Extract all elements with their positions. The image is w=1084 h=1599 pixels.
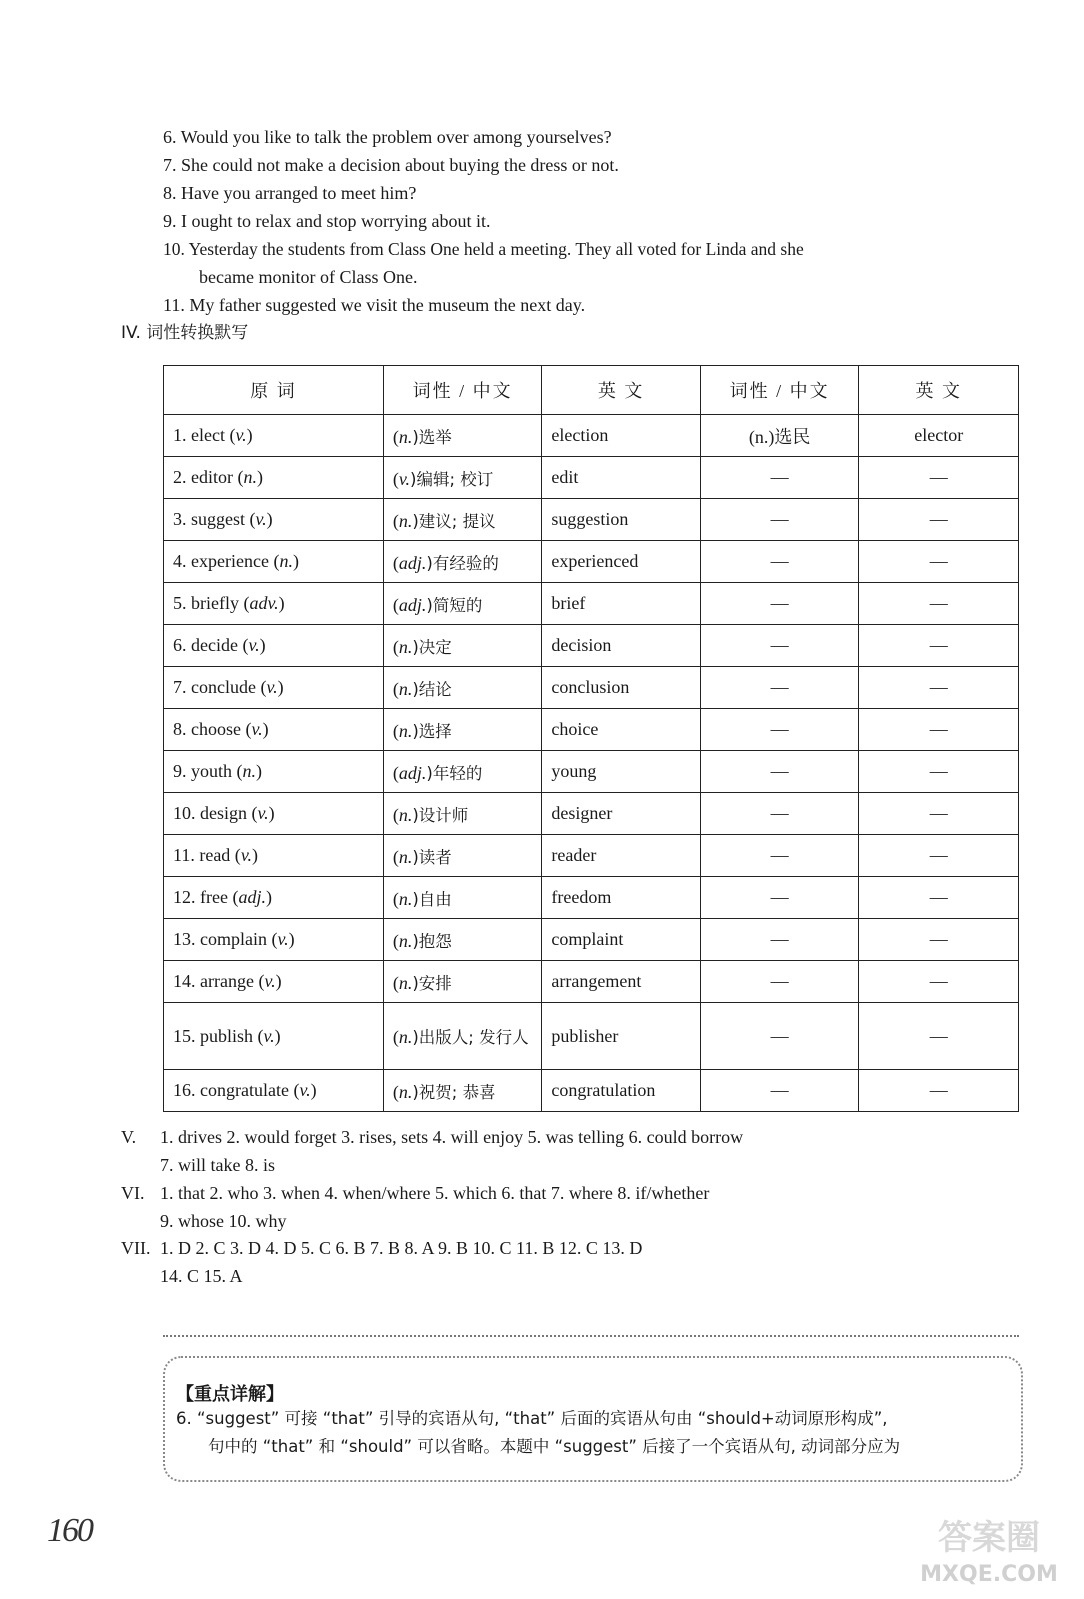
section-v-label: V. xyxy=(121,1127,137,1147)
table-row xyxy=(164,541,1019,583)
header-original-word: 原 词 xyxy=(164,366,384,415)
cell-pos-chinese xyxy=(383,961,542,1003)
derived-pos: n. xyxy=(398,804,413,825)
section-vii-answers-line2: 14. C 15. A xyxy=(160,1266,243,1286)
open-paren: ( xyxy=(392,762,399,783)
sentence-11 xyxy=(163,294,585,316)
chinese-meaning: )决定 xyxy=(412,637,452,657)
chinese-meaning: )出版人; 发行人 xyxy=(412,1028,529,1047)
cell-pos-chinese-2: — xyxy=(700,877,859,919)
table-row xyxy=(164,667,1019,709)
sentence-number: 7. xyxy=(163,155,177,175)
open-paren: ( xyxy=(392,1081,399,1102)
open-paren: ( xyxy=(392,930,399,951)
cell-english-2: — xyxy=(859,583,1019,625)
cell-pos-chinese-2: (n.)选民 xyxy=(700,415,859,457)
cell-original-word xyxy=(164,709,384,751)
close-paren: ) xyxy=(274,1025,281,1046)
close-paren: ) xyxy=(288,929,295,949)
cell-english-2: — xyxy=(859,1003,1019,1070)
cell-english: election xyxy=(542,415,701,457)
header-english-2: 英 文 xyxy=(859,366,1019,415)
cell-english-2: — xyxy=(859,793,1019,835)
sentence-text: became monitor of Class One. xyxy=(199,267,418,287)
header-pos-chinese: 词性 / 中文 xyxy=(383,366,542,415)
open-paren: ( xyxy=(392,594,399,615)
derived-pos: n. xyxy=(398,510,413,531)
sentence-8 xyxy=(163,182,416,204)
chinese-meaning: )编辑; 校订 xyxy=(410,469,494,489)
cell-pos-chinese xyxy=(383,583,542,625)
cell-pos-chinese xyxy=(383,415,542,457)
page-number: 160 xyxy=(47,1512,92,1549)
close-paren: ) xyxy=(292,551,299,571)
svg-text:答案圈: 答案圈 xyxy=(938,1518,1040,1558)
original-word-text: 5. briefly ( xyxy=(173,593,250,613)
open-paren: ( xyxy=(392,468,399,489)
cell-original-word xyxy=(164,877,384,919)
original-pos: v. xyxy=(264,971,276,991)
open-paren: ( xyxy=(392,888,399,909)
table-row xyxy=(164,709,1019,751)
cell-pos-chinese-2: — xyxy=(700,835,859,877)
table-body xyxy=(164,415,1019,1112)
cell-english: designer xyxy=(542,793,701,835)
open-paren: ( xyxy=(392,426,399,447)
sentence-number: 11. xyxy=(163,295,185,315)
cell-english-2: — xyxy=(859,1070,1019,1112)
cell-english: young xyxy=(542,751,701,793)
sentence-10-continued xyxy=(199,266,417,288)
cell-english-2: elector xyxy=(859,415,1019,457)
cell-pos-chinese xyxy=(383,751,542,793)
table-row xyxy=(164,877,1019,919)
cell-pos-chinese-2: — xyxy=(700,1070,859,1112)
cell-original-word xyxy=(164,499,384,541)
table-row xyxy=(164,835,1019,877)
original-word-text: 9. youth ( xyxy=(173,761,243,781)
section-v-answers-line1: 1. drives 2. would forget 3. rises, sets 4. will enjoy 5. was telling 6. could borrow xyxy=(160,1127,744,1147)
original-word-text: 6. decide ( xyxy=(173,635,249,655)
chinese-meaning: )读者 xyxy=(412,847,452,867)
table-row xyxy=(164,1070,1019,1112)
table-row xyxy=(164,625,1019,667)
watermark-logo xyxy=(914,1509,1064,1589)
table-row xyxy=(164,793,1019,835)
sentence-7 xyxy=(163,154,619,176)
cell-pos-chinese xyxy=(383,709,542,751)
cell-english-2: — xyxy=(859,541,1019,583)
cell-pos-chinese xyxy=(383,919,542,961)
close-paren: ) xyxy=(266,509,273,529)
derived-pos: adj. xyxy=(398,594,427,615)
table-header-row xyxy=(164,366,1019,415)
open-paren: ( xyxy=(392,636,399,657)
cell-english-2: — xyxy=(859,625,1019,667)
open-paren: ( xyxy=(392,972,399,993)
cell-english: reader xyxy=(542,835,701,877)
chinese-meaning: )建议; 提议 xyxy=(412,511,496,531)
cell-english: edit xyxy=(542,457,701,499)
close-paren: ) xyxy=(268,803,275,823)
original-pos: v. xyxy=(277,929,289,949)
cell-pos-chinese xyxy=(383,667,542,709)
original-word-text: 7. conclude ( xyxy=(173,677,267,697)
cell-english-2: — xyxy=(859,667,1019,709)
derived-pos: n. xyxy=(398,678,413,699)
section-v-answers-line2: 7. will take 8. is xyxy=(160,1155,275,1175)
cell-pos-chinese-2: — xyxy=(700,919,859,961)
chinese-meaning: )抱怨 xyxy=(412,931,452,951)
cell-english: complaint xyxy=(542,919,701,961)
open-paren: ( xyxy=(392,510,399,531)
cell-english-2: — xyxy=(859,919,1019,961)
cell-pos-chinese xyxy=(383,499,542,541)
cell-original-word xyxy=(164,961,384,1003)
cell-pos-chinese-2: — xyxy=(700,961,859,1003)
chinese-meaning: )年轻的 xyxy=(426,763,483,783)
cell-english: conclusion xyxy=(542,667,701,709)
section-vii-label: VII. xyxy=(121,1238,151,1258)
sentence-9 xyxy=(163,210,490,232)
cell-original-word xyxy=(164,793,384,835)
cell-english-2: — xyxy=(859,877,1019,919)
cell-pos-chinese-2: — xyxy=(700,1003,859,1070)
cell-original-word xyxy=(164,1003,384,1070)
cell-original-word xyxy=(164,583,384,625)
sentence-number: 6. xyxy=(163,127,177,147)
open-paren: ( xyxy=(392,846,399,867)
cell-original-word xyxy=(164,1070,384,1112)
derived-pos: n. xyxy=(398,636,413,657)
cell-pos-chinese-2: — xyxy=(700,625,859,667)
chinese-meaning: )安排 xyxy=(412,973,452,993)
table-row xyxy=(164,499,1019,541)
derived-pos: n. xyxy=(398,846,413,867)
header-pos-chinese-2: 词性 / 中文 xyxy=(700,366,859,415)
chinese-meaning: )自由 xyxy=(412,889,452,909)
cell-pos-chinese xyxy=(383,625,542,667)
original-word-text: 16. congratulate ( xyxy=(173,1080,300,1100)
derived-pos: v. xyxy=(398,468,411,489)
original-pos: n. xyxy=(279,551,293,571)
word-conversion-table xyxy=(163,365,1019,1112)
close-paren: ) xyxy=(275,971,282,991)
chinese-meaning: )有经验的 xyxy=(426,553,499,573)
cell-pos-chinese xyxy=(383,1070,542,1112)
original-pos: v. xyxy=(263,1025,275,1046)
header-english: 英 文 xyxy=(542,366,701,415)
chinese-meaning: )选择 xyxy=(412,721,452,741)
key-points-line1: 6. “suggest” 可接 “that” 引导的宾语从句, “that” 后面的宾语从句由 “should+动词原形构成”, xyxy=(176,1409,888,1428)
cell-english-2: — xyxy=(859,835,1019,877)
chinese-meaning: )选举 xyxy=(412,427,452,447)
sentence-text: Yesterday the students from Class One held a meeting. They all voted for Linda and she xyxy=(188,239,804,259)
cell-original-word xyxy=(164,919,384,961)
cell-original-word xyxy=(164,667,384,709)
derived-pos: adj. xyxy=(398,552,427,573)
chinese-meaning: )祝贺; 恭喜 xyxy=(412,1082,496,1102)
original-pos: v. xyxy=(248,635,260,655)
sentence-number: 10. xyxy=(163,239,185,259)
cell-english: freedom xyxy=(542,877,701,919)
open-paren: ( xyxy=(392,678,399,699)
cell-english: choice xyxy=(542,709,701,751)
dotted-separator xyxy=(163,1335,1019,1337)
sentence-number: 8. xyxy=(163,183,177,203)
sentence-text: I ought to relax and stop worrying about it. xyxy=(181,211,491,231)
close-paren: ) xyxy=(265,887,272,907)
cell-english: congratulation xyxy=(542,1070,701,1112)
cell-original-word xyxy=(164,457,384,499)
close-paren: ) xyxy=(259,635,266,655)
original-word-text: 10. design ( xyxy=(173,803,258,823)
cell-original-word xyxy=(164,541,384,583)
open-paren: ( xyxy=(392,1027,399,1047)
cell-english-2: — xyxy=(859,961,1019,1003)
derived-pos: n. xyxy=(398,972,413,993)
original-pos: v. xyxy=(255,509,267,529)
derived-pos: n. xyxy=(398,888,413,909)
derived-pos: n. xyxy=(398,720,413,741)
chinese-meaning: )设计师 xyxy=(412,805,469,825)
cell-original-word xyxy=(164,751,384,793)
open-paren: ( xyxy=(392,804,399,825)
sentence-6 xyxy=(163,126,612,148)
open-paren: ( xyxy=(392,720,399,741)
close-paren: ) xyxy=(310,1080,317,1100)
cell-pos-chinese xyxy=(383,793,542,835)
section-vi-answers-line2: 9. whose 10. why xyxy=(160,1211,287,1231)
close-paren: ) xyxy=(278,593,285,613)
cell-pos-chinese-2: — xyxy=(700,751,859,793)
open-paren: ( xyxy=(392,552,399,573)
cell-english-2: — xyxy=(859,499,1019,541)
original-pos: v. xyxy=(240,845,252,865)
derived-pos: n. xyxy=(398,930,413,951)
cell-pos-chinese xyxy=(383,457,542,499)
cell-pos-chinese-2: — xyxy=(700,709,859,751)
derived-pos: n. xyxy=(398,1027,413,1047)
original-pos: v. xyxy=(257,803,269,823)
sentence-number: 9. xyxy=(163,211,177,231)
sentence-text: She could not make a decision about buying the dress or not. xyxy=(181,155,619,175)
section-iv-title: IV. 词性转换默写 xyxy=(121,323,249,343)
original-pos: v. xyxy=(251,719,263,739)
original-pos: n. xyxy=(243,467,257,487)
cell-english-2: — xyxy=(859,709,1019,751)
original-pos: adv. xyxy=(249,593,279,613)
cell-english: experienced xyxy=(542,541,701,583)
cell-pos-chinese-2: — xyxy=(700,457,859,499)
original-pos: adj. xyxy=(238,887,266,907)
cell-pos-chinese xyxy=(383,541,542,583)
sentence-10 xyxy=(163,238,804,260)
original-pos: n. xyxy=(242,761,256,781)
close-paren: ) xyxy=(256,467,263,487)
cell-english: publisher xyxy=(542,1003,701,1070)
table-row xyxy=(164,1003,1019,1070)
table-row xyxy=(164,751,1019,793)
derived-pos: n. xyxy=(398,1081,413,1102)
key-points-line2: 句中的 “that” 和 “should” 可以省略。本题中 “suggest” 后接了一个宾语从句, 动词部分应为 xyxy=(208,1437,901,1456)
sentence-text: Have you arranged to meet him? xyxy=(181,183,417,203)
cell-original-word xyxy=(164,835,384,877)
cell-pos-chinese xyxy=(383,1003,542,1070)
cell-original-word xyxy=(164,625,384,667)
close-paren: ) xyxy=(246,425,253,445)
original-pos: v. xyxy=(235,425,247,445)
cell-pos-chinese xyxy=(383,835,542,877)
close-paren: ) xyxy=(251,845,258,865)
table-row xyxy=(164,961,1019,1003)
cell-english: arrangement xyxy=(542,961,701,1003)
cell-english: suggestion xyxy=(542,499,701,541)
original-word-text: 3. suggest ( xyxy=(173,509,256,529)
original-word-text: 1. elect ( xyxy=(173,425,236,445)
cell-pos-chinese-2: — xyxy=(700,667,859,709)
original-word-text: 13. complain ( xyxy=(173,929,278,949)
table-row xyxy=(164,415,1019,457)
section-vi-label: VI. xyxy=(121,1183,145,1203)
close-paren: ) xyxy=(262,719,269,739)
cell-pos-chinese-2: — xyxy=(700,541,859,583)
cell-pos-chinese xyxy=(383,877,542,919)
derived-pos: adj. xyxy=(398,762,427,783)
sentence-text: My father suggested we visit the museum the next day. xyxy=(189,295,586,315)
chinese-meaning: )简短的 xyxy=(426,595,483,615)
table-row xyxy=(164,919,1019,961)
original-word-text: 14. arrange ( xyxy=(173,971,265,991)
svg-text:MXQE.COM: MXQE.COM xyxy=(920,1562,1058,1587)
original-word-text: 12. free ( xyxy=(173,887,239,907)
original-word-text: 15. publish ( xyxy=(173,1025,264,1046)
section-vi-answers-line1: 1. that 2. who 3. when 4. when/where 5. which 6. that 7. where 8. if/whether xyxy=(160,1183,710,1203)
chinese-meaning: )结论 xyxy=(412,679,452,699)
cell-original-word xyxy=(164,415,384,457)
section-vii-answers-line1: 1. D 2. C 3. D 4. D 5. C 6. B 7. B 8. A 9. B 10. C 11. B 12. C 13. D xyxy=(160,1238,643,1258)
table-row xyxy=(164,583,1019,625)
original-word-text: 2. editor ( xyxy=(173,467,244,487)
original-word-text: 4. experience ( xyxy=(173,551,280,571)
original-pos: v. xyxy=(266,677,278,697)
derived-pos: n. xyxy=(398,426,413,447)
table-row xyxy=(164,457,1019,499)
sentence-text: Would you like to talk the problem over among yourselves? xyxy=(180,127,612,147)
original-pos: v. xyxy=(299,1080,311,1100)
cell-pos-chinese-2: — xyxy=(700,793,859,835)
key-points-title: 【重点详解】 xyxy=(176,1384,284,1405)
original-word-text: 11. read ( xyxy=(173,845,241,865)
cell-english-2: — xyxy=(859,751,1019,793)
cell-english: decision xyxy=(542,625,701,667)
original-word-text: 8. choose ( xyxy=(173,719,252,739)
cell-english: brief xyxy=(542,583,701,625)
close-paren: ) xyxy=(277,677,284,697)
close-paren: ) xyxy=(256,761,262,781)
cell-pos-chinese-2: — xyxy=(700,583,859,625)
cell-english-2: — xyxy=(859,457,1019,499)
cell-pos-chinese-2: — xyxy=(700,499,859,541)
